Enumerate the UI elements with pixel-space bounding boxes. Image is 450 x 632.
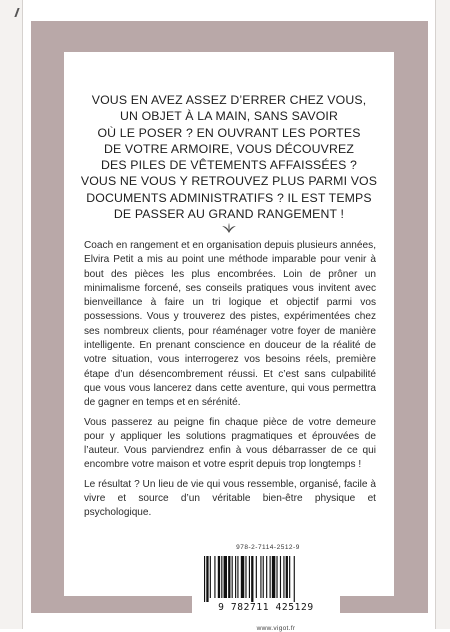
text-panel [64,52,394,632]
barcode-bar [276,556,277,598]
barcode-bar [232,556,233,598]
barcode-bar [266,556,267,598]
blurb-heading [64,92,394,222]
description-paragraph: Le résultat ? Un lieu de vie qui vous ressemble, organisé, facile à vivre et source d’un véritable bien-être physique et psychologique. [84,478,376,519]
description-paragraph: Coach en rangement et en organisation depuis plusieurs années, Elvira Petit a mis au point une méthode imparable pour venir à bout des pièces les plus encombrées. Loin de prôner un minimalisme forcené, ses conseils pratiques vous invitent avec bienveillance à faire un tri logique et objectif parmi vos possessions. Vous y trouverez des pistes, expérimentées chez ses nombreux clients, pour réaménager votre foyer de manière intelligente. En prenant conscience en douceur de la réalité de votre situation, vous interrogerez vos besoins réels, première étape d’un désencombrement réussi. Et c’est sans culpabilité que vous vous lancerez dans cette aventure, qui vous permettra de gagner en temps et en sérénité. [84,240,376,409]
barcode-bar [294,556,295,602]
barcode-bar [256,556,257,598]
barcode-bar [283,556,284,598]
barcode-bar [272,556,275,598]
barcode-bar [218,556,220,598]
blurb-line: DES PILES DE VÊTEMENTS AFFAISSÉES ? [100,158,358,173]
barcode-bar [228,556,230,598]
barcode-bar [270,556,271,598]
barcode-bar [214,556,215,598]
publisher-url: www.vigot.fr [256,625,296,632]
barcode-bar [206,556,208,602]
barcode-bars [192,554,340,602]
blurb-line: OÙ LE POSER ? EN OUVRANT LES PORTES [97,125,361,140]
barcode-bar [237,556,238,598]
barcode-digits: 9 782711 425129 [218,602,314,613]
barcode-bar [245,556,246,598]
barcode-bar [263,556,264,598]
barcode-bar [204,556,205,602]
barcode-bar [286,556,288,598]
barcode-bar [241,556,244,598]
blurb-line: UN OBJET À LA MAIN, SANS SAVOIR [119,109,339,124]
isbn-label: 978-2-7114-2512-9 [236,544,300,551]
blurb-line: VOUS EN AVEZ ASSEZ D’ERRER CHEZ VOUS, [91,93,367,107]
barcode-bar [235,556,236,598]
barcode-bar [280,556,281,598]
barcode-bar [260,556,261,598]
barcode-bar [249,556,250,598]
blurb-line: DOCUMENTS ADMINISTRATIFS ? IL EST TEMPS [86,190,372,205]
description-paragraph: Vous passerez au peigne fin chaque pièce de votre demeure pour y appliquer les solutions pragmatiques et éprouvées de l’auteur. Vous parviendrez enfin à vous débarrasser de ce qui encombre votre maison et votre esprit depuis trop longtemps ! [84,416,376,471]
blurb-line: VOUS NE VOUS Y RETROUVEZ PLUS PARMI VOS [80,174,378,189]
book-back-cover [22,0,436,632]
description-body [84,239,376,526]
blurb-line: DE PASSER AU GRAND RANGEMENT ! [113,207,345,222]
barcode-bar [210,556,211,598]
barcode [192,554,340,614]
barcode-bar [289,556,290,598]
blurb-line: DE VOTRE ARMOIRE, VOUS DÉCOUVREZ [103,141,355,156]
barcode-bar [224,556,227,598]
barcode-bar [251,556,253,602]
mauve-frame [31,21,428,632]
barcode-bar [221,556,222,598]
leaf-ornament-icon [221,222,237,234]
